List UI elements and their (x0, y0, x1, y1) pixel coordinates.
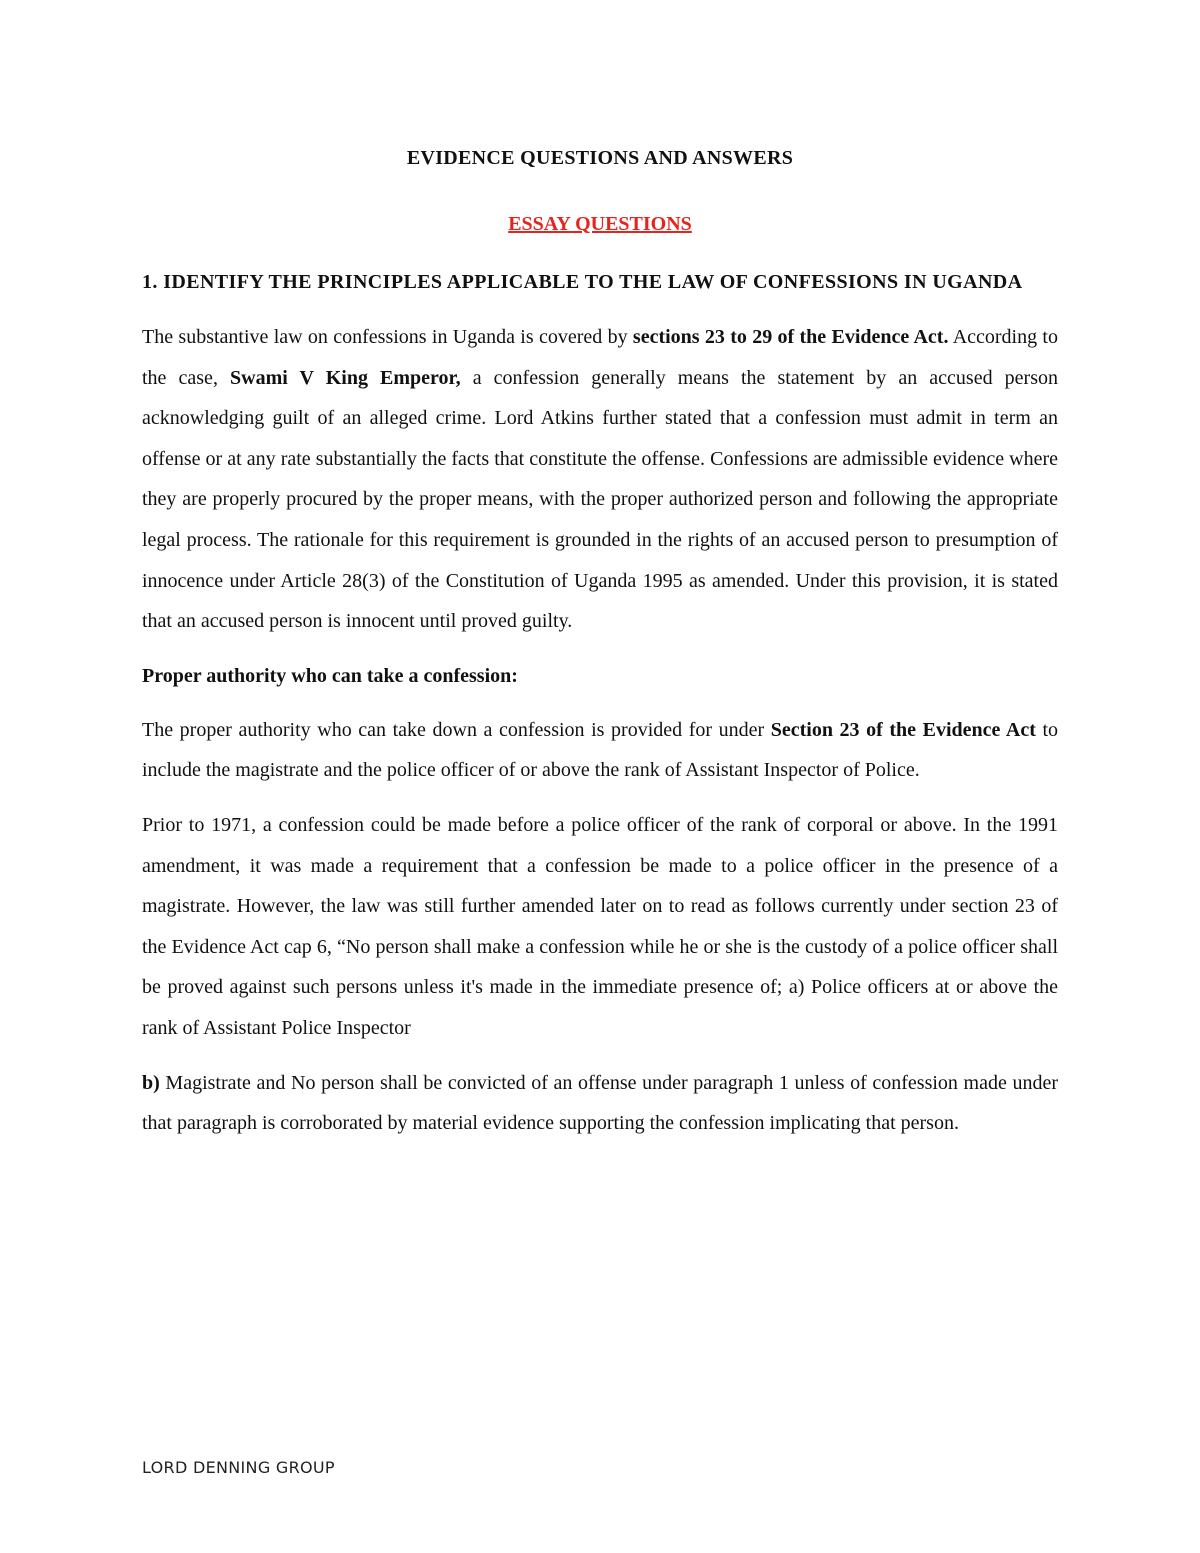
text-run: According to the case, (142, 326, 1058, 389)
section-title: ESSAY QUESTIONS (508, 213, 692, 235)
bold-run: b) (142, 1071, 160, 1094)
document-title: EVIDENCE QUESTIONS AND ANSWERS (406, 147, 794, 169)
paragraph-proper-authority (142, 710, 1058, 791)
document-page (142, 138, 1058, 1158)
bold-run: Section 23 of the Evidence Act (770, 718, 1036, 741)
paragraph-confession-definition (142, 317, 1058, 642)
paragraph-magistrate (142, 1063, 1058, 1144)
paragraph-history: Prior to 1971, a confession could be made before a police officer of the rank of corporal or above. In the 1991 amendment, it was made a requirement that a confession be made to a police officer in the presence of a magistrate. However, the law was still further amended later on to read as follows currently under section 23 of the Evidence Act cap 6, “No person shall make a confession while he or she is the custody of a police officer shall be proved against such persons unless it's made in the immediate presence of; a) Police officers at or above the rank of Assistant Police Inspector (142, 813, 1058, 1039)
text-run: a confession generally means the statement by an accused person acknowledging guilt of an alleged crime. Lord Atkins further stated that a confession must admit in term an offense or at any rate substantially the facts that constitute the offense. Confessions are admissible evidence where they are properly procured by the proper means, with the proper authorized person and following the appropriate legal process. The rationale for this requirement is grounded in the rights of an accused person to presumption of innocence under Article 28(3) of the Constitution of Uganda 1995 as amended. Under this provision, it is stated that an accused person is innocent until proved guilty. (142, 366, 1058, 633)
page-footer: LORD DENNING GROUP (142, 1458, 335, 1477)
text-run: Magistrate and No person shall be convicted of an offense under paragraph 1 unless of confession made under that paragraph is corroborated by material evidence supporting the confession implicating that person. (142, 1071, 1058, 1135)
question-heading: 1. IDENTIFY THE PRINCIPLES APPLICABLE TO THE LAW OF CONFESSIONS IN UGANDA (142, 271, 1023, 293)
text-run: The substantive law on confessions in Uganda is covered by (142, 326, 633, 348)
subheading-proper-authority: Proper authority who can take a confession: (142, 664, 518, 687)
bold-run: sections 23 to 29 of the Evidence Act. (632, 326, 949, 348)
text-run: to include the magistrate and the police officer of or above the rank of Assistant Inspector of Police. (142, 718, 1058, 782)
bold-run: Swami V King Emperor, (230, 366, 461, 389)
text-run: The proper authority who can take down a confession is provided for under (142, 718, 771, 741)
